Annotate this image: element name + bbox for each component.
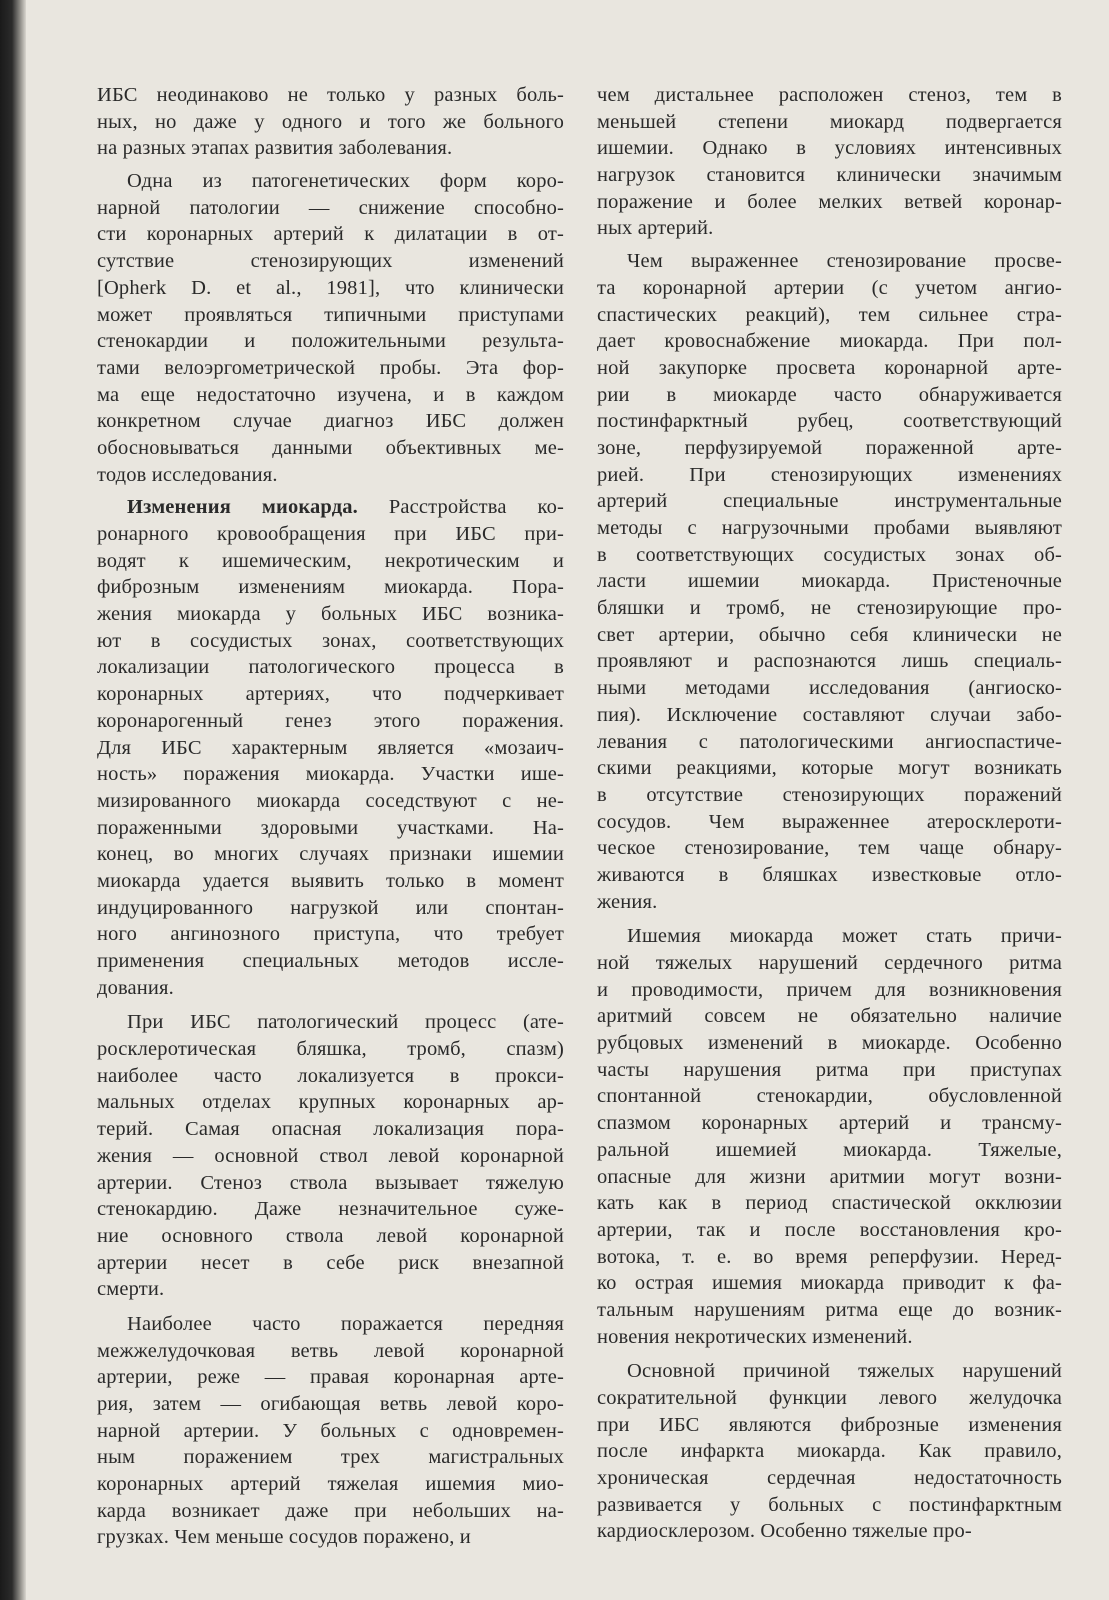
text-line: мизированного миокарда соседствуют с не- xyxy=(97,789,564,812)
text-line: Чем выраженнее стенозирование просве- xyxy=(627,250,1062,273)
text-line-rest: Расстройства ко- xyxy=(357,496,564,519)
text-line: ного ангинозного приступа, что требует xyxy=(97,923,564,946)
text-line: конец, во многих случаях признаки ишемии xyxy=(97,843,564,866)
text-line: Для ИБС характерным является «мозаич- xyxy=(97,736,564,759)
text-line: росклеротическая бляшка, тромб, спазм) xyxy=(97,1038,564,1061)
text-line: Основной причиной тяжелых нарушений xyxy=(627,1360,1062,1383)
text-line: часты нарушения ритма при приступах xyxy=(597,1058,1062,1081)
text-line: смерти. xyxy=(97,1278,165,1301)
text-line: сутствие стенозирующих изменений xyxy=(97,250,564,273)
text-line: спазмом коронарных артерий и трансму- xyxy=(597,1112,1062,1135)
text-line: Ишемия миокарда может стать причи- xyxy=(627,925,1062,948)
text-line: кать как в период спастической окклюзии xyxy=(597,1192,1062,1215)
text-line: рия, затем — огибающая ветвь левой коро- xyxy=(97,1393,564,1415)
text-line: ной закупорке просвета коронарной арте- xyxy=(597,356,1062,379)
text-line: сократительной функции левого желудочка xyxy=(597,1387,1062,1409)
text-line: кардиосклерозом. Особенно тяжелые про- xyxy=(597,1520,972,1543)
text-line: ных, но даже у одного и того же больного xyxy=(97,110,564,133)
text-line: методы с нагрузочными пробами выявляют xyxy=(597,517,1062,539)
left-text-column xyxy=(97,82,564,1551)
text-line: хроническая сердечная недостаточность xyxy=(597,1467,1062,1490)
text-line: вотока, т. е. во время реперфузии. Неред- xyxy=(597,1245,1062,1268)
text-line: ными методами исследования (ангиоско- xyxy=(597,677,1062,700)
text-line: карда возникает даже при небольших на- xyxy=(97,1499,564,1522)
text-line: развивается у больных с постинфарктным xyxy=(597,1493,1062,1516)
text-line: тальным нарушениям ритма еще до возник- xyxy=(597,1298,1062,1321)
text-line: опасные для жизни аритмии могут возни- xyxy=(597,1165,1062,1188)
text-line: тодов исследования. xyxy=(97,463,278,486)
text-line: бляшки и тромб, не стенозирующие про- xyxy=(597,597,1062,620)
text-line: локализации патологического процесса в xyxy=(97,656,564,679)
paragraph-gap xyxy=(97,1303,564,1311)
text-line: Одна из патогенетических форм коро- xyxy=(127,170,564,193)
text-line: стенокардии и положительными результа- xyxy=(97,330,564,353)
text-line: грузках. Чем меньше сосудов поражено, и xyxy=(97,1526,471,1549)
text-line: ние основного ствола левой коронарной xyxy=(97,1224,564,1247)
text-line: водят к ишемическим, некротическим и xyxy=(97,549,564,572)
text-line: ют в сосудистых зонах, соответствующих xyxy=(97,629,564,652)
text-line: рии в миокарде часто обнаруживается xyxy=(597,383,1062,406)
text-line: артерии, так и после восстановления кро- xyxy=(597,1218,1062,1241)
text-line: миокарда удается выявить только в момент xyxy=(97,869,564,892)
text-line: ных артерий. xyxy=(597,217,714,240)
text-line: постинфарктный рубец, соответствующий xyxy=(597,410,1062,433)
text-line: ность» поражения миокарда. Участки ише- xyxy=(97,763,564,786)
text-line: индуцированного нагрузкой или спонтан- xyxy=(97,896,564,919)
text-line: межжелудочковая ветвь левой коронарной xyxy=(97,1339,564,1362)
text-line: [Opherk D. et al., 1981], что клинически xyxy=(97,276,564,299)
text-line: ной тяжелых нарушений сердечного ритма xyxy=(597,952,1062,974)
text-line: левания с патологическими ангиоспастиче- xyxy=(597,730,1062,753)
text-line: ишемии. Однако в условиях интенсивных xyxy=(597,137,1062,160)
text-line: коронарных артерий тяжелая ишемия мио- xyxy=(97,1473,564,1496)
text-line: при ИБС являются фиброзные изменения xyxy=(597,1413,1062,1436)
text-line: после инфаркта миокарда. Как правило, xyxy=(597,1440,1062,1463)
paragraph xyxy=(97,494,564,1001)
text-line: ральной ишемией миокарда. Тяжелые, xyxy=(597,1138,1062,1161)
text-line: дает кровоснабжение миокарда. При пол- xyxy=(597,330,1062,353)
paragraph xyxy=(597,248,1062,915)
text-line: обосновываться данными объективных ме- xyxy=(97,436,564,459)
text-line: аритмий совсем не обязательно наличие xyxy=(597,1005,1062,1028)
paragraph xyxy=(97,1009,564,1303)
paragraph xyxy=(97,168,564,488)
paragraph xyxy=(97,82,564,162)
text-line: ко острая ишемия миокарда приводит к фа- xyxy=(597,1272,1062,1295)
text-line: ласти ишемии миокарда. Пристеночные xyxy=(597,570,1062,593)
right-text-column xyxy=(597,82,1062,1545)
text-line: артерий специальные инструментальные xyxy=(597,490,1062,513)
paragraph xyxy=(597,82,1062,242)
text-line: свет артерии, обычно себя клинически не xyxy=(597,623,1062,646)
text-line: ронарного кровообращения при ИБС при- xyxy=(97,523,564,545)
text-line: стенокардию. Даже незначительное суже- xyxy=(97,1198,564,1221)
text-line: та коронарной артерии (с учетом ангио- xyxy=(597,276,1062,299)
text-line: артерии несет в себе риск внезапной xyxy=(97,1251,564,1274)
text-line: спастических реакций), тем сильнее стра- xyxy=(597,303,1062,326)
text-line: жения миокарда у больных ИБС возника- xyxy=(97,603,564,626)
text-line: чем дистальнее расположен стеноз, тем в xyxy=(597,84,1062,106)
paragraph-gap xyxy=(97,1001,564,1009)
text-line: рубцовых изменений в миокарде. Особенно xyxy=(597,1032,1062,1055)
text-line: проявляют и распознаются лишь специаль- xyxy=(597,650,1062,673)
text-line: артерии, реже — правая коронарная арте- xyxy=(97,1366,564,1389)
text-line: скими реакциями, которые могут возникать xyxy=(597,757,1062,780)
paragraph-gap xyxy=(597,915,1062,923)
text-line: живаются в бляшках известковые отло- xyxy=(597,863,1062,886)
text-line: жения. xyxy=(597,890,658,913)
text-line: нагрузок становится клинически значимым xyxy=(597,164,1062,187)
text-line: новения некротических изменений. xyxy=(597,1325,913,1348)
book-spine-shadow xyxy=(0,0,26,1600)
paragraph xyxy=(597,923,1062,1350)
text-line: в отсутствие стенозирующих поражений xyxy=(597,783,1062,806)
text-line: ным поражением трех магистральных xyxy=(97,1446,564,1469)
text-line: нарной артерии. У больных с одновремен- xyxy=(97,1419,564,1442)
text-line: пораженными здоровыми участками. На- xyxy=(97,816,564,839)
text-line: При ИБС патологический процесс (ате- xyxy=(127,1011,564,1034)
text-line: поражение и более мелких ветвей коронар- xyxy=(597,190,1062,213)
text-line: и проводимости, причем для возникновения xyxy=(597,978,1062,1001)
text-line: применения специальных методов иссле- xyxy=(97,950,564,972)
text-line: сти коронарных артерий к дилатации в от- xyxy=(97,223,564,246)
text-line: коронарных артериях, что подчеркивает xyxy=(97,683,564,706)
text-line: в соответствующих сосудистых зонах об- xyxy=(597,543,1062,566)
text-line: жения — основной ствол левой коронарной xyxy=(97,1144,564,1167)
text-line: конкретном случае диагноз ИБС должен xyxy=(97,410,564,433)
text-line: фиброзным изменениям миокарда. Пора- xyxy=(97,576,564,599)
text-line: терий. Самая опасная локализация пора- xyxy=(97,1118,564,1141)
text-line: может проявляться типичными приступами xyxy=(97,303,564,326)
text-line: ИБС неодинаково не только у разных боль- xyxy=(97,84,564,106)
text-line: ческое стенозирование, тем чаще обнару- xyxy=(597,837,1062,860)
text-line: коронарогенный генез этого поражения. xyxy=(97,709,564,732)
text-line: нарной патологии — снижение способно- xyxy=(97,196,564,219)
text-line: зоне, перфузируемой пораженной арте- xyxy=(597,436,1062,459)
text-line: сосудов. Чем выраженнее атеросклероти- xyxy=(597,810,1062,833)
text-line: на разных этапах развития заболевания. xyxy=(97,137,453,160)
text-line: пия). Исключение составляют случаи забо- xyxy=(597,703,1062,726)
paragraph xyxy=(97,1311,564,1551)
text-line: дования. xyxy=(97,976,174,999)
text-line: рией. При стенозирующих изменениях xyxy=(597,463,1062,486)
text-line: мальных отделах крупных коронарных ар- xyxy=(97,1091,564,1114)
text-line xyxy=(97,494,564,521)
text-line: ма еще недостаточно изучена, и в каждом xyxy=(97,383,564,406)
text-line: меньшей степени миокард подвергается xyxy=(597,110,1062,133)
paragraph-gap xyxy=(597,1350,1062,1358)
paragraph xyxy=(597,1358,1062,1545)
section-heading: Изменения миокарда. xyxy=(127,496,358,519)
text-line: наиболее часто локализуется в прокси- xyxy=(97,1064,564,1087)
text-line: артерии. Стеноз ствола вызывает тяжелую xyxy=(97,1171,564,1194)
text-line: тами велоэргометрической пробы. Эта фор- xyxy=(97,356,564,379)
text-line: спонтанной стенокардии, обусловленной xyxy=(597,1085,1062,1108)
text-line: Наиболее часто поражается передняя xyxy=(127,1312,564,1335)
